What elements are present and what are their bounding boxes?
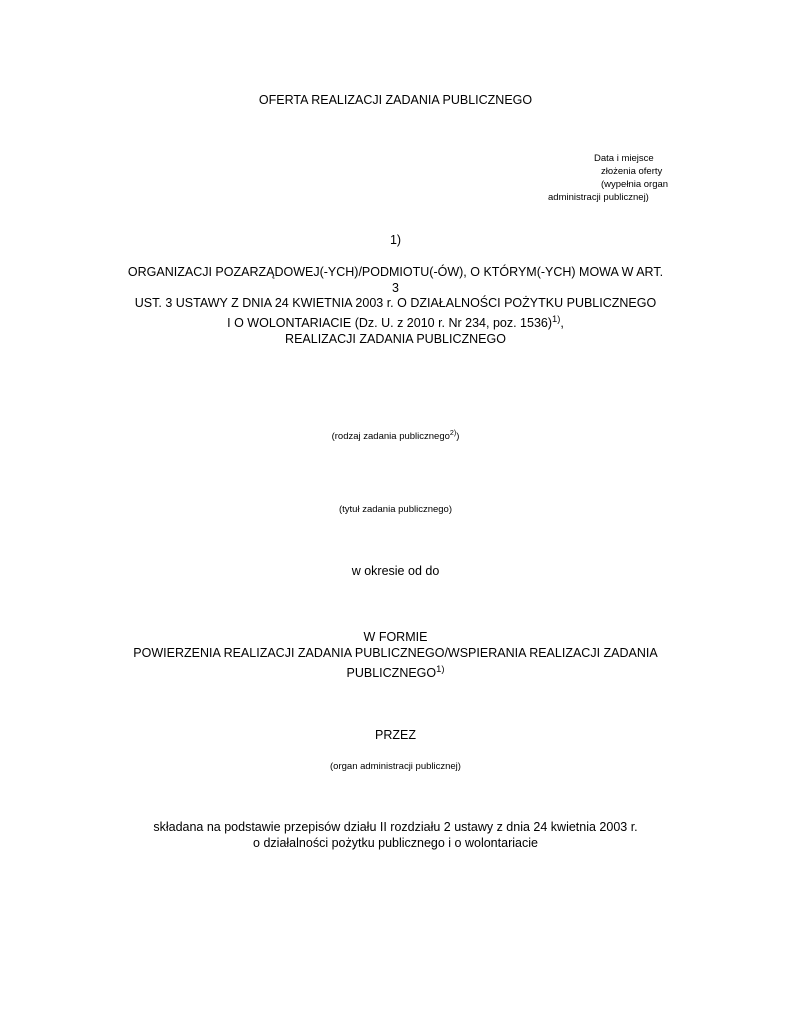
task-type-text: (rodzaj zadania publicznego xyxy=(331,431,450,442)
by-label: PRZEZ xyxy=(375,728,416,742)
form-heading-line: W FORMIE xyxy=(363,630,428,644)
org-heading-line xyxy=(0,315,791,331)
org-heading-line: REALIZACJI ZADANIA PUBLICZNEGO xyxy=(285,332,506,346)
form-heading-line: POWIERZENIA REALIZACJI ZADANIA PUBLICZNEGO/WSPIERANIA REALIZACJI ZADANIA xyxy=(133,646,658,660)
org-heading-line: UST. 3 USTAWY Z DNIA 24 KWIETNIA 2003 r. O DZIAŁALNOŚCI POŻYTKU PUBLICZNEGO xyxy=(134,296,657,310)
date-box-line: (wypełnia organ xyxy=(601,179,669,190)
task-type-tail: ) xyxy=(456,431,460,442)
footnote-ref: 1) xyxy=(552,313,561,324)
period-line: w okresie od do xyxy=(351,564,440,578)
form-heading-line xyxy=(0,665,791,681)
document-title: OFERTA REALIZACJI ZADANIA PUBLICZNEGO xyxy=(258,93,533,107)
task-type-label xyxy=(0,431,791,443)
date-box-line: Data i miejsce xyxy=(594,153,654,164)
authority-label: (organ administracji publicznej) xyxy=(330,761,461,772)
footnote-ref: 1) xyxy=(436,663,445,674)
legal-basis-line: o działalności pożytku publicznego i o wolontariacie xyxy=(253,836,538,850)
footnote-marker: 1) xyxy=(389,233,402,247)
org-heading-line: ORGANIZACJI POZARZĄDOWEJ(-YCH)/PODMIOTU(-ÓW), O KTÓRYM(-YCH) MOWA W ART. xyxy=(127,265,664,279)
footnote-ref: 2) xyxy=(449,429,457,438)
org-heading-text: I O WOLONTARIACIE (Dz. U. z 2010 r. Nr 234, poz. 1536) xyxy=(227,316,553,330)
form-heading-text: PUBLICZNEGO xyxy=(346,666,437,680)
date-box-line: administracji publicznej) xyxy=(548,192,649,203)
date-place-box xyxy=(540,152,672,204)
date-box-line: złożenia oferty xyxy=(601,166,663,177)
task-title-label: (tytuł zadania publicznego) xyxy=(338,504,452,515)
org-heading-line: 3 xyxy=(392,281,399,295)
org-heading-tail: , xyxy=(560,316,564,330)
legal-basis-line: składana na podstawie przepisów działu II rozdziału 2 ustawy z dnia 24 kwietnia 2003 r. xyxy=(153,820,638,834)
